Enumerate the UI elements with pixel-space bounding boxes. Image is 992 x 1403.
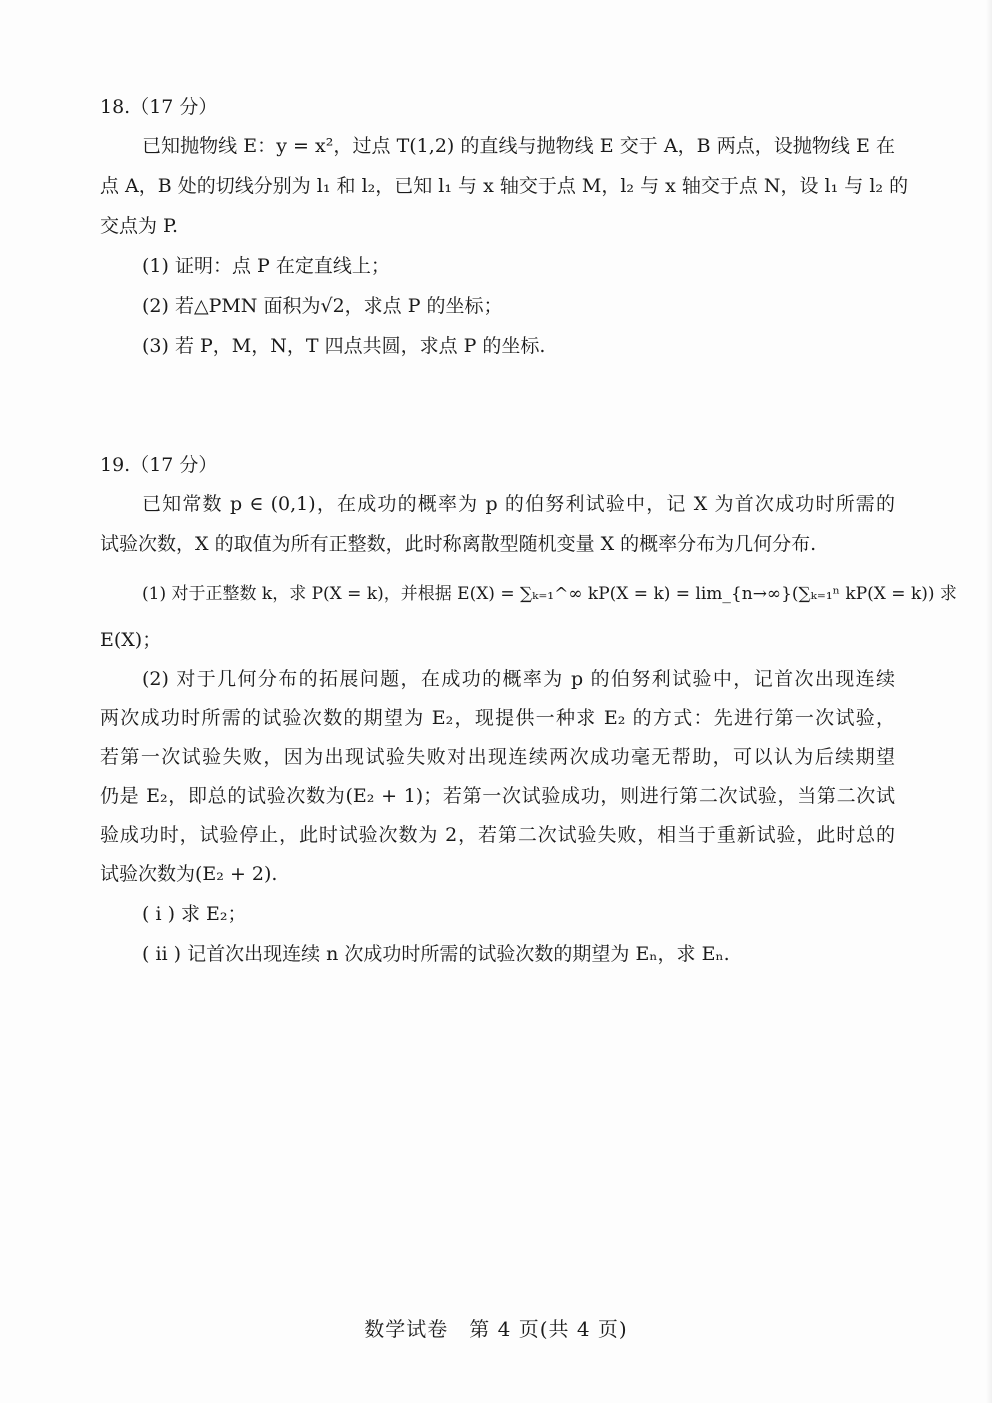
page-footer: 数学试卷 第 4 页(共 4 页) <box>364 1317 628 1341</box>
problem-18-part-3: (3) 若 P，M，N，T 四点共圆，求点 P 的坐标. <box>142 335 546 357</box>
problem-19-part-2-line-2: 两次成功时所需的试验次数的期望为 E₂，现提供一种求 E₂ 的方式：先进行第一次试验， <box>100 707 895 729</box>
page-edge-shadow <box>986 0 992 1403</box>
problem-19-part-2-line-3: 若第一次试验失败，因为出现试验失败对出现连续两次成功毫无帮助，可以认为后续期望 <box>100 746 895 768</box>
problem-19-sub-ii: ( ⅱ ) 记首次出现连续 n 次成功时所需的试验次数的期望为 Eₙ，求 Eₙ. <box>142 943 730 965</box>
problem-19-line-2: 试验次数，X 的取值为所有正整数，此时称离散型随机变量 X 的概率分布为几何分布. <box>100 533 817 555</box>
problem-18-line-1: 已知抛物线 E：y = x²，过点 T(1,2) 的直线与抛物线 E 交于 A，B 两点，设抛物线 E 在 <box>142 135 895 157</box>
problem-19-part-2-line-1: (2) 对于几何分布的拓展问题，在成功的概率为 p 的伯努利试验中，记首次出现连续 <box>142 668 895 690</box>
problem-19-header: 19.（17 分） <box>100 454 218 476</box>
problem-18-line-3: 交点为 P. <box>100 215 179 237</box>
problem-19-part-2-line-6: 试验次数为(E₂ + 2). <box>100 863 278 885</box>
problem-19-line-1: 已知常数 p ∈ (0,1)，在成功的概率为 p 的伯努利试验中，记 X 为首次成功时所需的 <box>142 493 895 515</box>
problem-18-part-2: (2) 若△PMN 面积为√2，求点 P 的坐标； <box>142 295 503 317</box>
problem-19-part-1-line-1: (1) 对于正整数 k，求 P(X = k)，并根据 E(X) = ∑ₖ₌₁^∞ kP(X = k) = lim_{n→∞}(∑ₖ₌₁ⁿ kP(X = k)) 求 <box>142 584 957 604</box>
problem-19-part-2-line-4: 仍是 E₂，即总的试验次数为(E₂ + 1)；若第一次试验成功，则进行第二次试验，当第二次试 <box>100 785 895 807</box>
problem-19-part-1-line-2: E(X)； <box>100 629 162 651</box>
problem-18-line-2: 点 A，B 处的切线分别为 l₁ 和 l₂，已知 l₁ 与 x 轴交于点 M，l₂ 与 x 轴交于点 N，设 l₁ 与 l₂ 的 <box>100 175 909 197</box>
problem-18-header: 18.（17 分） <box>100 96 218 118</box>
problem-18-part-1: (1) 证明：点 P 在定直线上； <box>142 255 390 277</box>
problem-19-sub-i: ( ⅰ ) 求 E₂； <box>142 903 247 925</box>
problem-19-part-2-line-5: 验成功时，试验停止，此时试验次数为 2，若第二次试验失败，相当于重新试验，此时总的 <box>100 824 895 846</box>
